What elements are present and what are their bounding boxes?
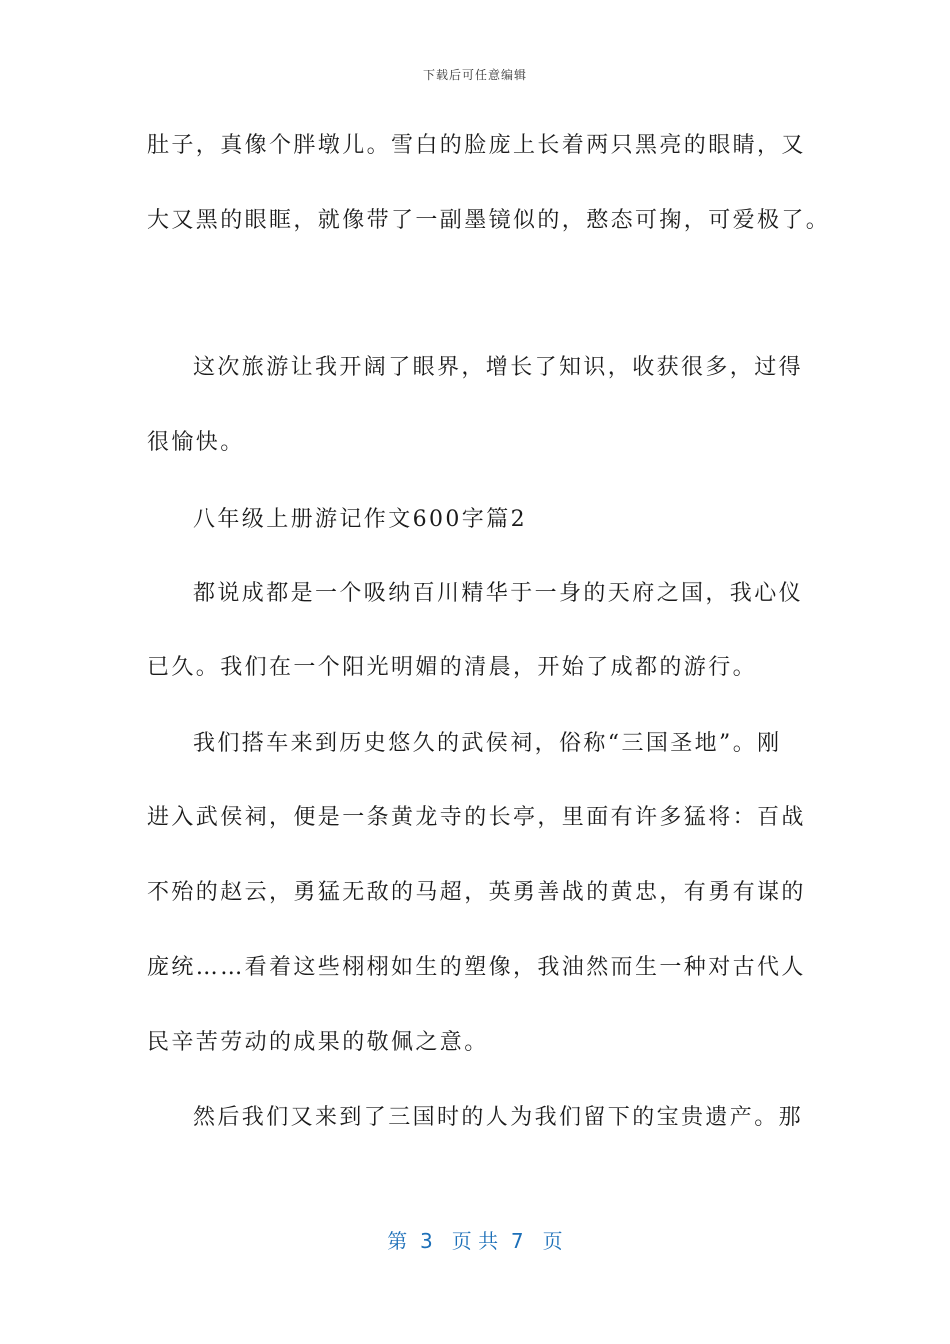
body-line: 很愉快。 xyxy=(147,430,245,455)
body-line: 已久。我们在一个阳光明媚的清晨，开始了成都的游行。 xyxy=(147,655,758,680)
body-line: 大又黑的眼眶，就像带了一副墨镜似的，憨态可掬，可爱极了。 xyxy=(147,208,831,233)
paragraph-first-line: 这次旅游让我开阔了眼界，增长了知识，收获很多，过得 xyxy=(193,355,804,380)
section-heading: 八年级上册游记作文600字篇2 xyxy=(193,507,527,532)
paragraph-first-line: 都说成都是一个吸纳百川精华于一身的天府之国，我心仪 xyxy=(193,581,804,606)
body-line: 民辛苦劳动的成果的敬佩之意。 xyxy=(147,1030,489,1055)
body-line: 庞统……看着这些栩栩如生的塑像，我油然而生一种对古代人 xyxy=(147,955,806,980)
body-line: 进入武侯祠，便是一条黄龙寺的长亭，里面有许多猛将：百战 xyxy=(147,805,806,830)
paragraph-first-line: 我们搭车来到历史悠久的武侯祠，俗称“三国圣地”。刚 xyxy=(193,731,782,756)
header-note: 下载后可任意编辑 xyxy=(422,68,527,82)
paragraph-first-line: 然后我们又来到了三国时的人为我们留下的宝贵遗产。那 xyxy=(193,1105,804,1130)
page-number-footer: 第 3 页 共 7 页 xyxy=(387,1229,563,1253)
body-line: 肚子，真像个胖墩儿。雪白的脸庞上长着两只黑亮的眼睛，又 xyxy=(147,133,806,158)
body-line: 不殆的赵云，勇猛无敌的马超，英勇善战的黄忠，有勇有谋的 xyxy=(147,880,806,905)
